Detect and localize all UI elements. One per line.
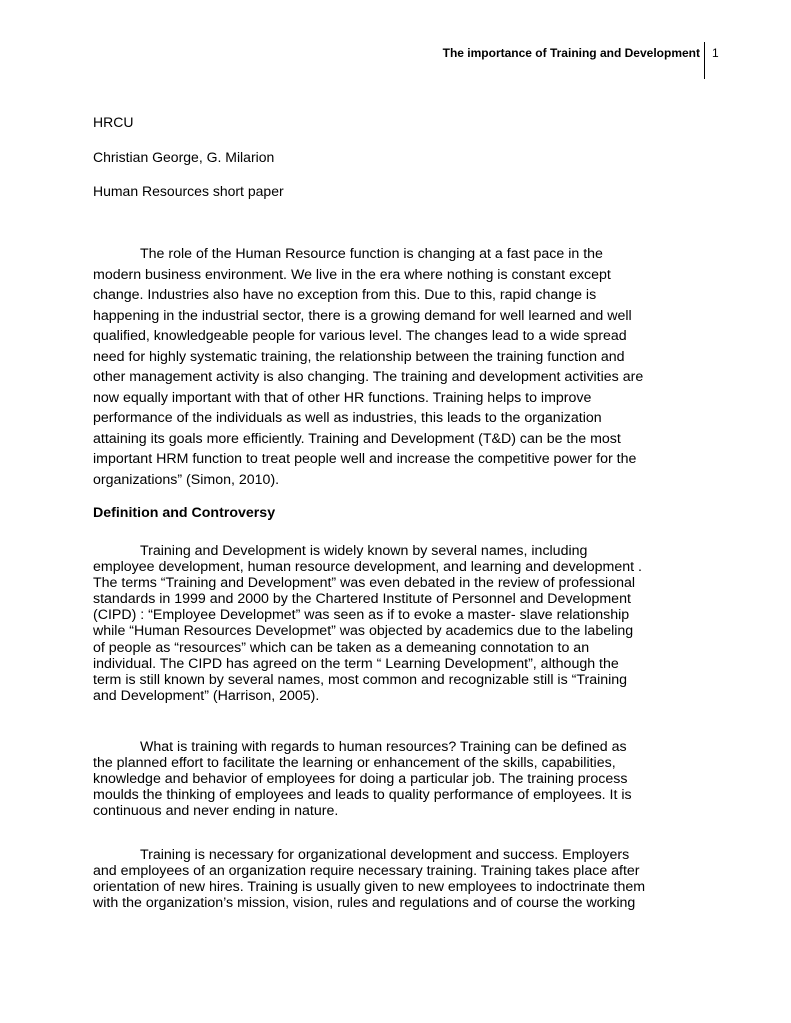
text-line: attaining its goals more efficiently. Training and Development (T&D) can be the most [93,430,621,447]
text-line: performance of the individuals as well as industries, this leads to the organization [93,410,602,426]
text-line: Training is necessary for organizational development and success. Employers [140,847,630,863]
text-line: What is training with regards to human resources? Training can be defined as [140,739,627,755]
text-line: other management activity is also changing. The training and development activities are [93,369,644,385]
text-line: orientation of new hires. Training is usually given to new employees to indoctrinate them [93,879,646,896]
header-divider [704,42,705,79]
text-line: the planned effort to facilitate the learning or enhancement of the skills, capabilities, [93,755,616,772]
text-line: (CIPD) : “Employee Developmet” was seen as if to evoke a master- slave relationship [93,607,630,624]
document-type: Human Resources short paper [93,183,284,199]
text-line: need for highly systematic training, the relationship between the training function and [93,348,625,365]
text-line: while “Human Resources Developmet” was objected by academics due to the labeling [93,623,634,640]
text-line: The terms “Training and Development” was even debated in the review of professional [93,575,636,592]
intro-paragraph [93,244,705,490]
training-definition-paragraph [93,739,705,819]
text-line: with the organization’s mission, vision, rules and regulations and of course the working [93,895,636,912]
text-line: now equally important with that of other HR functions. Training helps to improve [93,389,592,406]
text-line: and Development” (Harrison, 2005). [93,687,320,704]
text-line: and employees of an organization require necessary training. Training takes place after [93,863,640,880]
text-line: organizations” (Simon, 2010). [93,471,280,488]
text-line: standards in 1999 and 2000 by the Chartered Institute of Personnel and Development [93,591,631,608]
authors: Christian George, G. Milarion [93,149,275,165]
text-line: change. Industries also have no exception from this. Due to this, rapid change is [93,287,597,303]
text-line: continuous and never ending in nature. [93,803,339,820]
text-line: moulds the thinking of employees and leads to quality performance of employees. It is [93,787,632,804]
definition-paragraph [93,543,705,704]
text-line: Training and Development is widely known by several names, including [140,543,588,559]
text-line: happening in the industrial sector, there is a growing demand for well learned and well [93,307,632,324]
text-line: term is still known by several names, most common and recognizable still is “Training [93,671,628,688]
organization-name: HRCU [93,114,134,130]
text-line: The role of the Human Resource function is changing at a fast pace in the [140,246,603,262]
training-necessity-paragraph [93,847,705,911]
section-heading: Definition and Controversy [93,505,276,521]
text-line: of people as “resources” which can be taken as a demeaning connotation to an [93,639,590,656]
text-line: knowledge and behavior of employees for doing a particular job. The training process [93,771,628,788]
text-line: qualified, knowledgeable people for various level. The changes lead to a wide spread [93,328,627,344]
text-line: employee development, human resource development, and learning and development . [93,559,642,576]
running-header: The importance of Training and Development [442,46,700,60]
text-line: individual. The CIPD has agreed on the term “ Learning Development”, although the [93,655,619,672]
page-number: 1 [712,46,719,60]
text-line: modern business environment. We live in the era where nothing is constant except [93,266,611,283]
text-line: important HRM function to treat people well and increase the competitive power for the [93,451,637,467]
